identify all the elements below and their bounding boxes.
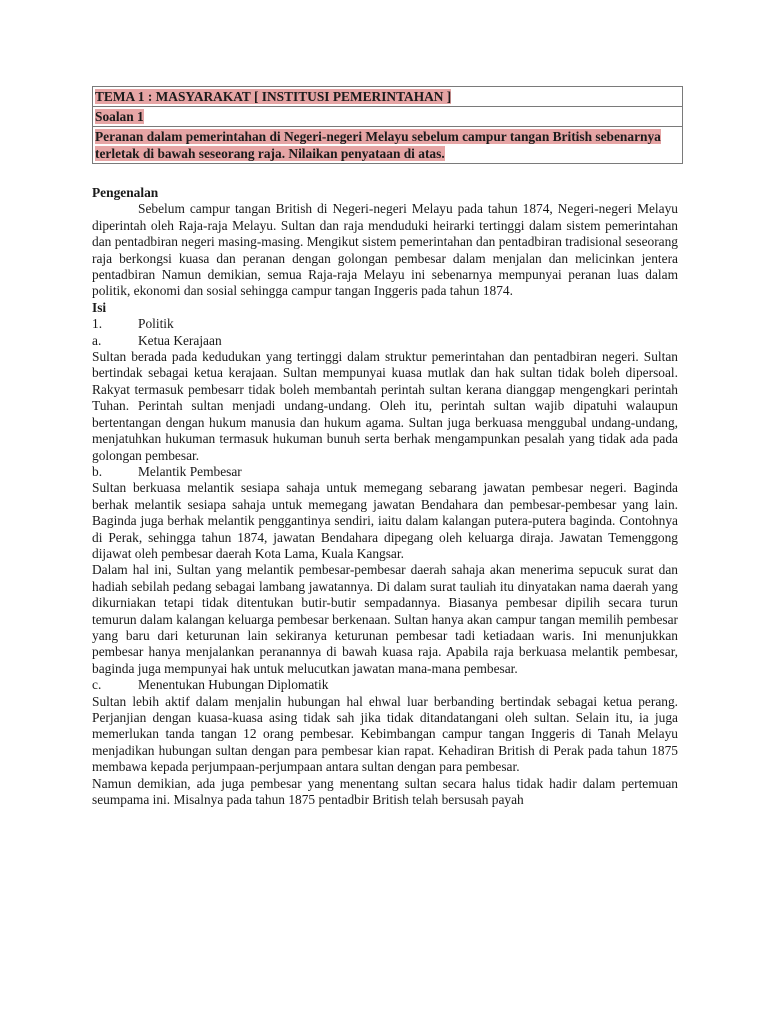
- subsection-a-paragraph: Sultan berada pada kedudukan yang tertinggi dalam struktur pemerintahan dan pentadbiran negeri. Sultan bertindak sebagai ketua kerajaan. Sultan mempunyai kuasa mutlak dan hak sultan tidak boleh dipersoal. Rakyat termasuk pembesarr tidak boleh membantah perintah sultan kerana dianggap mengengkari perintah Tuhan. Perintah sultan menjadi undang-undang. Oleh itu, perintah sultan wajib dipatuhi walaupun bertentangan dengan hukum manusia dan hukum agama. Sultan juga berkuasa menggubal undang-undang, menjatuhkan hukuman termasuk hukuman bunuh serta berhak mengampunkan pesalah yang tidak ada pada golongan pembesar.: [92, 349, 678, 463]
- subsection-c: [92, 677, 678, 693]
- question-row: [93, 127, 683, 164]
- subsection-b-paragraph-1: Sultan berkuasa melantik sesiapa sahaja untuk memegang sebarang jawatan pembesar negeri. Baginda berhak melantik sesiapa sahaja untuk memegang jawatan Bendahara dan pembesar-pembesar yang lain. Baginda juga berhak melantik penggantinya sendiri, iaitu dalam kalangan putera-putera baginda. Contohnya di Perak, sehingga tahun 1874, jawatan Bendahara dipegang oleh keluarga diraja. Jawatan Temenggong dijawat oleh pembesar daerah Kota Lama, Kuala Kangsar.: [92, 480, 678, 561]
- soalan-row: [93, 107, 683, 127]
- essay-body: [92, 185, 678, 808]
- subsection-b-letter: b.: [92, 463, 103, 479]
- question-cell: [93, 127, 683, 164]
- pengenalan-heading: Pengenalan: [92, 185, 159, 200]
- subsection-a: [92, 333, 678, 349]
- soalan-label: Soalan 1: [95, 109, 144, 124]
- subsection-b: [92, 464, 678, 480]
- subsection-a-label: Ketua Kerajaan: [138, 332, 222, 348]
- section-number: 1.: [92, 316, 103, 332]
- tema-title: TEMA 1 : MASYARAKAT [ INSTITUSI PEMERINTAHAN ]: [95, 89, 452, 104]
- subsection-c-label: Menentukan Hubungan Diplomatik: [138, 677, 329, 693]
- question-header-table: [92, 86, 683, 164]
- subsection-c-paragraph-2: Namun demikian, ada juga pembesar yang menentang sultan secara halus tidak hadir dalam pertemuan seumpama ini. Misalnya pada tahun 1875 pentadbir British telah bersusah payah: [92, 775, 678, 808]
- subsection-a-letter: a.: [92, 332, 102, 348]
- isi-heading: Isi: [92, 299, 107, 315]
- question-text: Peranan dalam pemerintahan di Negeri-negeri Melayu sebelum campur tangan British sebenarnya terletak di bawah seseorang raja. Nilaikan penyataan di atas.: [95, 129, 661, 161]
- soalan-cell: [93, 107, 683, 127]
- subsection-c-letter: c.: [92, 677, 102, 693]
- tema-cell: [93, 87, 683, 107]
- subsection-b-paragraph-2: Dalam hal ini, Sultan yang melantik pembesar-pembesar daerah sahaja akan menerima sepucuk surat dan hadiah sebilah pedang sebagai lambang jawatannya. Di dalam surat tauliah itu dinyatakan nama daerah yang dikurniakan tetapi tidak ditentukan butir-butir sempadannya. Biasanya pembesar dipilih secara turun temurun dalam kalangan keluarga pembesar berkenaan. Sultan hanya akan campur tangan memilih pembesar yang baru dari keturunan lain sekiranya keturunan pembesar tadi ketiadaan waris. Ini menunjukkan pembesar hanya menjalankan peranannya di bawah kuasa raja. Apabila raja berkuasa melantik pembesar, baginda juga mempunyai hak untuk melucutkan jawatan mana-mana pembesar.: [92, 562, 678, 676]
- subsection-c-paragraph-1: Sultan lebih aktif dalam menjalin hubungan hal ehwal luar berbanding bertindak sebagai ketua perang. Perjanjian dengan kuasa-kuasa asing tidak sah jika tidak ditandatangani oleh sultan. Selain itu, ia juga memerlukan tanda tangan 12 orang pembesar. Kebimbangan campur tangan Inggeris di Tanah Melayu menjadikan hubungan sultan dengan para pembesar kian rapat. Kehadiran British di Perak pada tahun 1875 membawa kepada perjumpaan-perjumpaan antara sultan dengan para pembesar.: [92, 693, 678, 775]
- tema-row: [93, 87, 683, 107]
- subsection-b-label: Melantik Pembesar: [138, 463, 242, 479]
- section-politik: [92, 316, 678, 332]
- section-label: Politik: [138, 316, 174, 332]
- pengenalan-paragraph: Sebelum campur tangan British di Negeri-negeri Melayu pada tahun 1874, Negeri-negeri Melayu diperintah oleh Raja-raja Melayu. Sultan dan raja menduduki heirarki tertinggi dalam sistem pemerintahan dan pentadbiran negeri masing-masing. Mengikut sistem pemerintahan dan pentadbiran tradisional seseorang raja berkongsi kuasa dan peranan dengan golongan pembesar dalam menjalan dan melicinkan jentera pentadbiran Namun demikian, semua Raja-raja Melayu ini sebenarnya mempunyai peranan luas dalam politik, ekonomi dan sosial sehingga campur tangan Inggeris pada tahun 1874.: [92, 201, 678, 299]
